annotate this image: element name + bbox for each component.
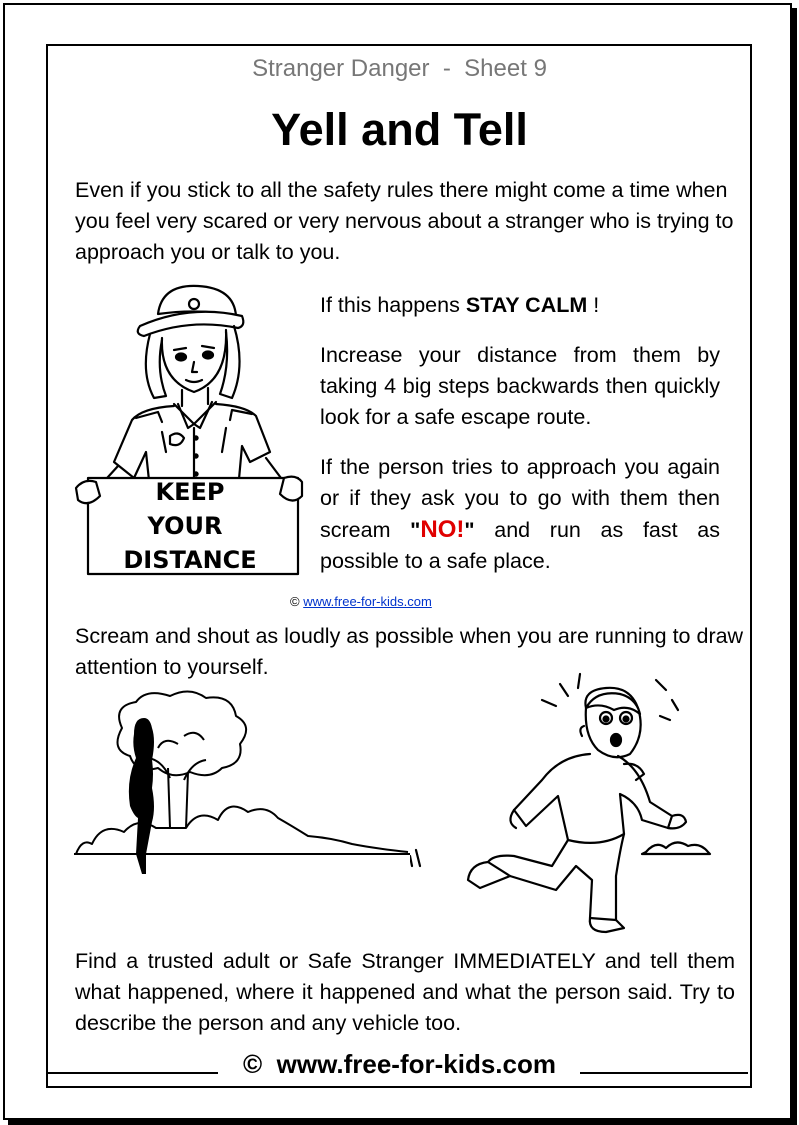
page-title: Yell and Tell	[271, 104, 528, 155]
police-officer-illustration	[70, 282, 310, 582]
footer-rule-left	[48, 1072, 218, 1074]
stay-calm-emphasis: STAY CALM	[465, 293, 588, 317]
tree-silhouette-illustration	[72, 688, 412, 888]
sign-line-distance: DISTANCE	[123, 546, 257, 574]
copyright-icon: ©	[243, 1049, 263, 1079]
no-word: NO!	[420, 516, 465, 543]
increase-distance-paragraph: Increase your distance from them by taking 4 big steps backwards then quickly look for a safe escape route.	[320, 343, 720, 429]
sign-line-keep: KEEP	[155, 478, 225, 506]
final-paragraph: Find a trusted adult or Safe Stranger IMMEDIATELY and tell them what happened, where it happened and what the person said. Try to describe the person and any vehicle too.	[75, 949, 735, 1035]
footer-link[interactable]: www.free-for-kids.com	[276, 1049, 556, 1079]
footer-rule-right	[580, 1072, 748, 1074]
copyright-icon: ©	[290, 594, 300, 609]
intro-paragraph: Even if you stick to all the safety rules there might come a time when you feel very scared or very nervous about a stranger who is trying to approach you or talk to you.	[75, 178, 734, 264]
sign-line-your: YOUR	[147, 512, 223, 540]
credit-link[interactable]: www.free-for-kids.com	[303, 594, 432, 609]
stay-calm-callout: If this happens STAY CALM !	[320, 293, 600, 317]
scream-no-paragraph: If the person tries to approach you again or if they ask you to go with them then scream "NO!" and run as fast as possible to a safe place.	[320, 455, 720, 573]
footer-credit	[0, 1049, 799, 1080]
sheet-label: Stranger Danger - Sheet 9	[252, 55, 547, 82]
small-credit	[290, 594, 432, 609]
scream-paragraph: Scream and shout as loudly as possible when you are running to draw attention to yourself.	[75, 624, 744, 679]
running-boy-illustration	[410, 670, 740, 940]
